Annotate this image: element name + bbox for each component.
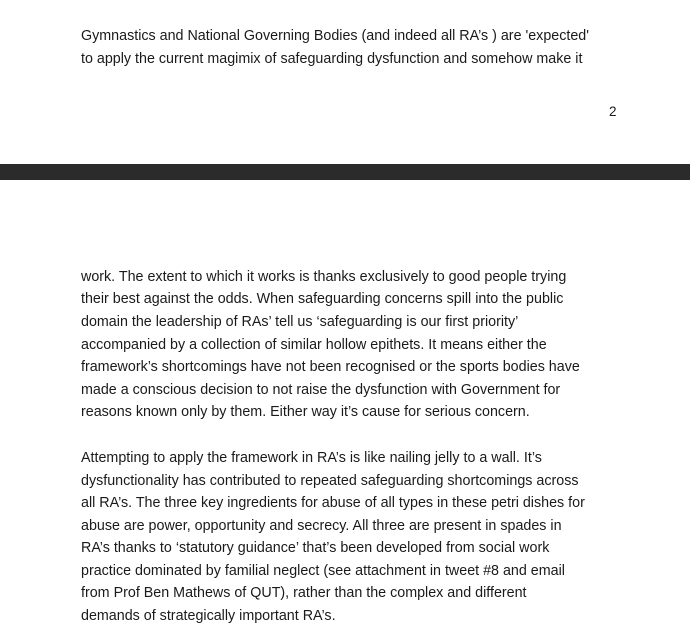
text-line: Gymnastics and National Governing Bodies (and indeed all RA’s ) are 'expected' — [81, 28, 589, 44]
text-line: accompanied by a collection of similar hollow epithets. It means either the — [81, 337, 547, 353]
text-line: Attempting to apply the framework in RA’s is like nailing jelly to a wall. It’s — [81, 450, 542, 466]
text-line: made a conscious decision to not raise the dysfunction with Government for — [81, 382, 561, 398]
text-line: practice dominated by familial neglect (see attachment in tweet #8 and email — [81, 563, 565, 579]
document-page-bottom — [0, 180, 690, 642]
text-line: dysfunctionality has contributed to repeated safeguarding shortcomings across — [81, 473, 579, 489]
text-line: to apply the current magimix of safeguarding dysfunction and somehow make it — [81, 51, 583, 67]
text-line: from Prof Ben Mathews of QUT), rather than the complex and different — [81, 585, 527, 601]
text-line: domain the leadership of RAs’ tell us ‘safeguarding is our first priority’ — [81, 314, 519, 330]
text-line: their best against the odds. When safeguarding concerns spill into the public — [81, 291, 564, 307]
page-number: 2 — [609, 104, 617, 119]
text-line: reasons known only by them. Either way it’s cause for serious concern. — [81, 404, 530, 420]
document-page-top — [0, 0, 690, 164]
page-break-divider — [0, 164, 690, 180]
text-line: abuse are power, opportunity and secrecy. All three are present in spades in — [81, 518, 562, 534]
text-line: framework’s shortcomings have not been recognised or the sports bodies have — [81, 359, 580, 375]
text-line: demands of strategically important RA’s. — [81, 608, 336, 624]
text-line: all RA’s. The three key ingredients for abuse of all types in these petri dishes for — [81, 495, 585, 511]
text-line: work. The extent to which it works is thanks exclusively to good people trying — [81, 269, 567, 285]
text-line: RA’s thanks to ‘statutory guidance’ that’s been developed from social work — [81, 540, 550, 556]
